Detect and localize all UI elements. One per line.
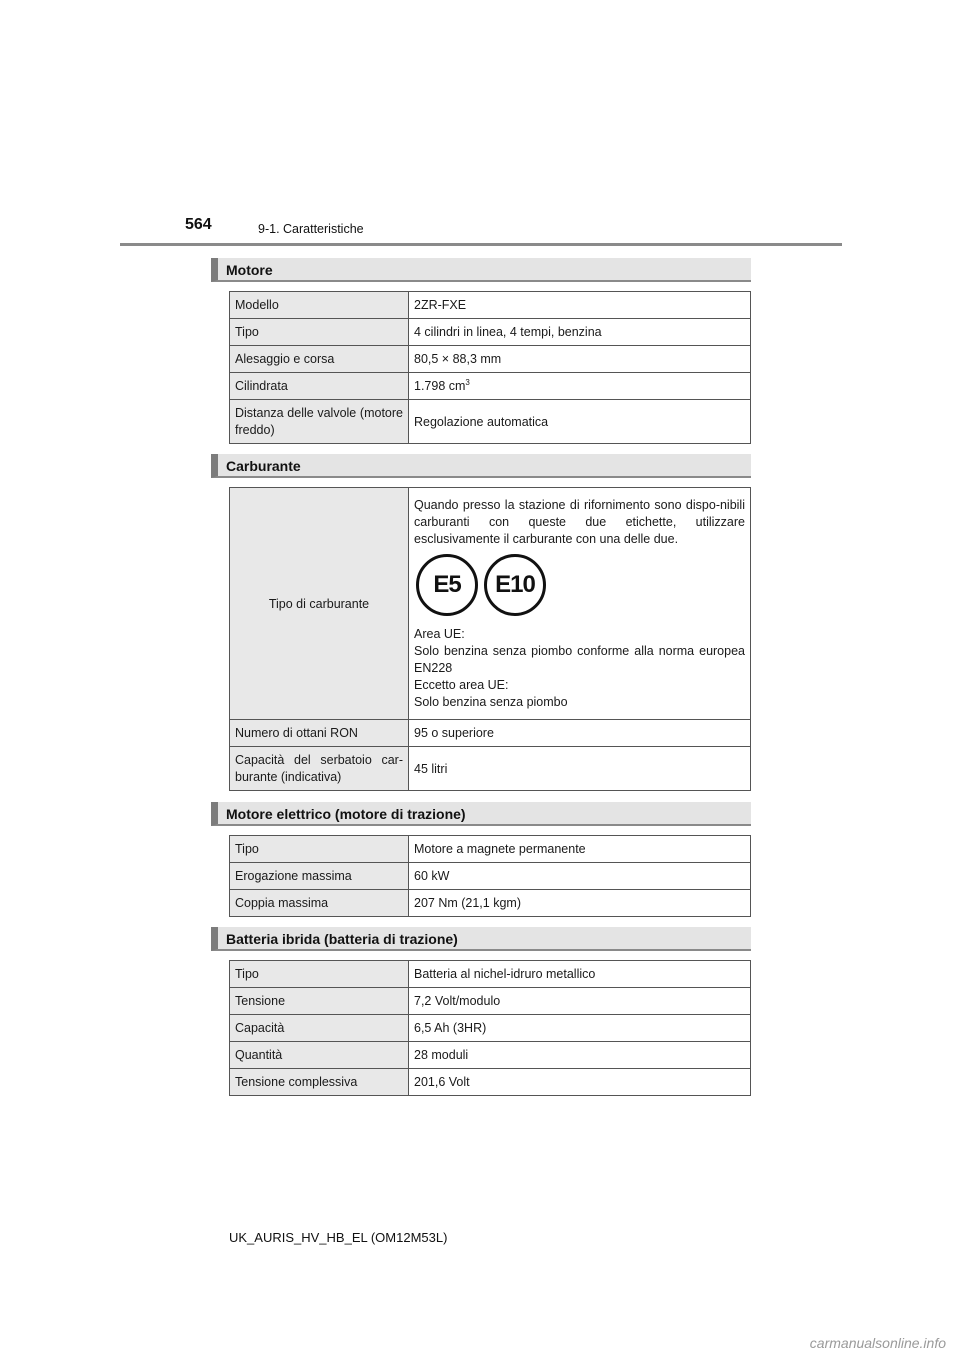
spec-value: 95 o superiore [409, 720, 751, 747]
table-row [230, 1015, 751, 1042]
section-header-hybrid-battery [211, 927, 751, 951]
spec-value: 45 litri [409, 747, 751, 791]
spec-value: 80,5 × 88,3 mm [409, 346, 751, 373]
table-row [230, 1069, 751, 1096]
section-title: Motore elettrico (motore di trazione) [226, 806, 466, 822]
spec-key: Capacità [230, 1015, 409, 1042]
spec-key: Tipo [230, 319, 409, 346]
section-header-fuel [211, 454, 751, 478]
table-row [230, 961, 751, 988]
spec-value: 28 moduli [409, 1042, 751, 1069]
spec-key: Coppia massima [230, 890, 409, 917]
table-row [230, 863, 751, 890]
header-divider [120, 243, 842, 246]
spec-value: Regolazione automatica [409, 400, 751, 444]
spec-value: 60 kW [409, 863, 751, 890]
spec-value: 6,5 Ah (3HR) [409, 1015, 751, 1042]
engine-spec-table [229, 291, 751, 444]
section-header-electric-motor [211, 802, 751, 826]
superscript: 3 [465, 377, 470, 387]
spec-key: Cilindrata [230, 373, 409, 400]
spec-key: Numero di ottani RON [230, 720, 409, 747]
spec-key: Alesaggio e corsa [230, 346, 409, 373]
section-title: Carburante [226, 458, 301, 474]
table-row [230, 720, 751, 747]
e10-label-icon: E10 [484, 554, 546, 616]
spec-value: Motore a magnete permanente [409, 836, 751, 863]
spec-value: 4 cilindri in linea, 4 tempi, benzina [409, 319, 751, 346]
displacement-value: 1.798 cm [414, 379, 466, 393]
table-row [230, 836, 751, 863]
spec-key: Quantità [230, 1042, 409, 1069]
spec-value: 201,6 Volt [409, 1069, 751, 1096]
table-row [230, 890, 751, 917]
section-title: Batteria ibrida (batteria di trazione) [226, 931, 458, 947]
spec-value [409, 373, 751, 400]
watermark: carmanualsonline.info [809, 1335, 946, 1351]
spec-key: Tensione complessiva [230, 1069, 409, 1096]
hybrid-battery-spec-table [229, 960, 751, 1096]
spec-value: 207 Nm (21,1 kgm) [409, 890, 751, 917]
spec-key: Tipo [230, 836, 409, 863]
table-row [230, 400, 751, 444]
spec-key: Distanza delle valvole (motore freddo) [230, 400, 409, 444]
fuel-line: Eccetto area UE: [414, 677, 509, 692]
section-header-engine [211, 258, 751, 282]
fuel-line: Solo benzina senza piombo conforme alla norma europea EN228 [414, 643, 745, 675]
table-row [230, 319, 751, 346]
fuel-type-cell [409, 488, 751, 720]
electric-motor-spec-table [229, 835, 751, 917]
fuel-label-badges [416, 554, 745, 616]
spec-key: Tensione [230, 988, 409, 1015]
spec-key: Erogazione massima [230, 863, 409, 890]
section-title: Motore [226, 262, 273, 278]
table-row [230, 1042, 751, 1069]
chapter-title: 9-1. Caratteristiche [258, 222, 364, 236]
manual-code: UK_AURIS_HV_HB_EL (OM12M53L) [229, 1230, 448, 1245]
fuel-spec-table [229, 487, 751, 791]
fuel-description: Quando presso la stazione di rifornimento sono dispo-nibili carburanti con queste due etichette, utilizzare esclusivamente il carburante con una delle due. [414, 497, 745, 546]
spec-key: Tipo [230, 961, 409, 988]
table-row [230, 292, 751, 319]
spec-value: Batteria al nichel-idruro metallico [409, 961, 751, 988]
table-row [230, 988, 751, 1015]
fuel-line: Solo benzina senza piombo [414, 694, 568, 709]
table-row [230, 346, 751, 373]
spec-value: 7,2 Volt/modulo [409, 988, 751, 1015]
spec-key: Tipo di carburante [230, 488, 409, 720]
spec-key: Modello [230, 292, 409, 319]
fuel-line: Area UE: [414, 626, 465, 641]
e5-label-icon: E5 [416, 554, 478, 616]
page-number: 564 [185, 216, 212, 233]
spec-value: 2ZR-FXE [409, 292, 751, 319]
table-row [230, 373, 751, 400]
spec-key: Capacità del serbatoio car-burante (indicativa) [230, 747, 409, 791]
table-row [230, 747, 751, 791]
table-row [230, 488, 751, 720]
